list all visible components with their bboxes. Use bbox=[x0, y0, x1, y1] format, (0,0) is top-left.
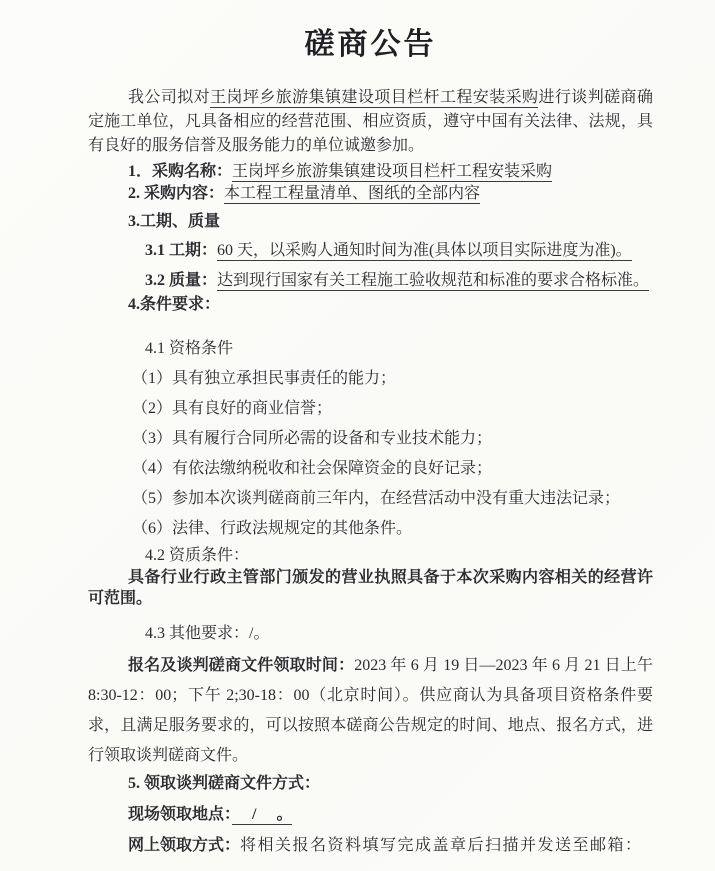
condition-2: （2）具有良好的商业信誉； bbox=[132, 400, 333, 417]
item-4-2-credential-conditions-heading bbox=[145, 545, 653, 567]
onsite-collection-blank-underlined: / 。 bbox=[232, 806, 293, 823]
item-4-3-label: 4.3 其他要求：/。 bbox=[145, 625, 270, 642]
online-collection-label: 网上领取方式： bbox=[128, 837, 241, 854]
document-title: 磋商公告 bbox=[304, 28, 437, 61]
item-1-value-underlined: 王岗坪乡旅游集镇建设项目栏杆工程安装采购 bbox=[232, 163, 553, 180]
item-4-1-qualification-conditions-heading bbox=[145, 338, 653, 360]
item-2-value-underlined: 本工程工程量清单、图纸的全部内容 bbox=[224, 185, 481, 202]
item-5-label: 5. 领取谈判磋商文件方式： bbox=[128, 775, 321, 792]
item-1-procurement-name bbox=[128, 161, 653, 183]
item-4-label: 4.条件要求： bbox=[128, 296, 221, 313]
item-3-1-value-underlined: 60 天，以采购人通知时间为准(具体以项目实际进度为准)。 bbox=[217, 242, 632, 259]
item-2-label: 2. 采购内容： bbox=[128, 185, 225, 202]
condition-4: （4）有依法缴纳税收和社会保障资金的良好记录； bbox=[132, 460, 493, 477]
registration-time-body: 2023 年 6 月 19 日—2023 年 6 月 21 日上午 8:30-12：00；下午 2;30-18：00（北京时间）。供应商认为具备项目资格条件要求，且满足服务要求的，可以按照本磋商公告规定的时间、地点、报名方式，进行领取谈判磋商文件。 bbox=[88, 657, 653, 764]
item-5-document-collection-method-heading bbox=[128, 773, 653, 795]
intro-rest: 进行谈判磋商确定施工单位，凡具备相应的经营范围、相应资质，遵守中国有关法律、法规，具有良好的服务信誉及服务能力的单位诚邀参加。 bbox=[88, 89, 653, 154]
item-3-label: 3.工期、质量 bbox=[128, 213, 221, 230]
item-4-3-other-requirements bbox=[145, 623, 653, 645]
condition-3: （3）具有履行合同所必需的设备和专业技术能力； bbox=[132, 430, 493, 447]
item-3-1-label: 3.1 工期： bbox=[145, 242, 218, 259]
item-4-heading-requirements bbox=[128, 294, 653, 316]
onsite-collection-label: 现场领取地点： bbox=[128, 806, 233, 823]
registration-time-paragraph bbox=[88, 651, 653, 771]
item-1-label: 1．采购名称： bbox=[128, 163, 233, 180]
intro-project-name-underlined: 王岗坪乡旅游集镇建设项目栏杆工程安装采购 bbox=[210, 89, 539, 106]
item-3-1-duration bbox=[145, 240, 653, 262]
item-2-procurement-content bbox=[128, 183, 653, 205]
intro-lead: 我公司拟对 bbox=[128, 89, 211, 106]
item-4-2-credential-body: 具备行业行政主管部门颁发的营业执照具备于本次采购内容相关的经营许可范围。 bbox=[88, 569, 653, 607]
item-4-2-label: 4.2 资质条件： bbox=[145, 547, 250, 564]
condition-6: （6）法律、行政法规规定的其他条件。 bbox=[132, 520, 413, 537]
online-collection-body: 将相关报名资料填写完成盖章后扫描并发送至邮箱： bbox=[240, 837, 643, 854]
item-3-2-label: 3.2 质量： bbox=[145, 272, 218, 289]
item-4-1-label: 4.1 资格条件 bbox=[145, 340, 234, 357]
condition-5: （5）参加本次谈判磋商前三年内，在经营活动中没有重大违法记录； bbox=[132, 490, 621, 507]
intro-paragraph bbox=[88, 86, 653, 158]
item-3-2-quality bbox=[145, 270, 653, 292]
registration-time-label: 报名及谈判磋商文件领取时间： bbox=[128, 657, 355, 674]
condition-1: （1）具有独立承担民事责任的能力； bbox=[132, 370, 397, 387]
online-collection-method bbox=[128, 835, 653, 857]
onsite-collection-location bbox=[128, 804, 653, 826]
item-3-heading-duration-quality bbox=[128, 211, 653, 233]
item-3-2-value-underlined: 达到现行国家有关工程施工验收规范和标准的要求合格标准。 bbox=[217, 272, 650, 289]
